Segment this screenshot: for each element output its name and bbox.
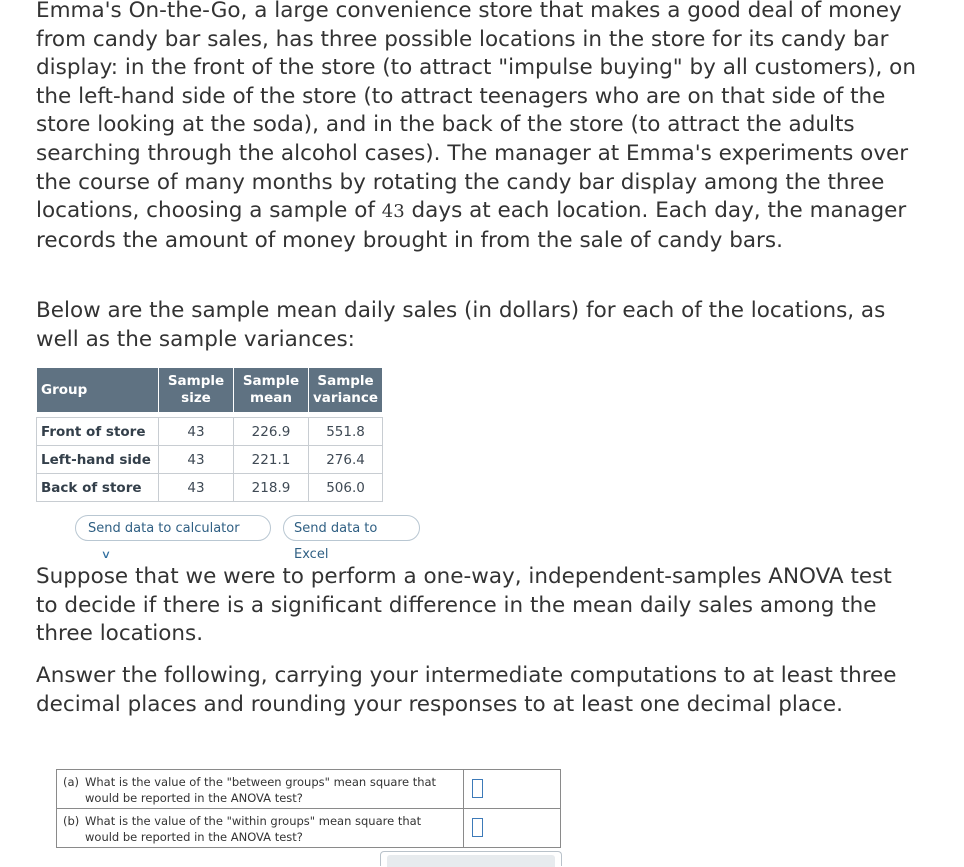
row-group: Front of store xyxy=(37,418,159,446)
calculator-button-label: Send data to calculator xyxy=(88,521,240,536)
question-b-line1: What is the value of the "within groups" mean square that xyxy=(85,814,422,828)
question-b-label: (b) xyxy=(63,814,80,828)
answer-a-input[interactable] xyxy=(472,779,483,798)
row-mean: 226.9 xyxy=(234,418,309,446)
problem-intro xyxy=(36,0,916,255)
table-row xyxy=(37,418,383,446)
intro-part1: Emma's On-the-Go, a large convenience store that makes a good deal of money from candy bar sales, has three possible locations in the store for its candy bar display: in the front of the store (to attract "impulse buying" by all customers), on the left-hand side of the store (to attract teenagers who are on that side of the store looking at the soda), and in the back of the store (to attract the adults searching through the alcohol cases). The manager at Emma's experiments over the course of many months by rotating the candy bar display among the three locations, choosing a sample of xyxy=(36,0,916,224)
suppose-text: Suppose that we were to perform a one-way, independent-samples ANOVA test to decide if there is a significant difference in the mean daily sales among the three locations. xyxy=(36,564,892,647)
row-mean: 221.1 xyxy=(234,446,309,474)
chevron-down-icon: ∨ xyxy=(100,548,112,561)
below-text: Below are the sample mean daily sales (in dollars) for each of the locations, as well as the sample variances: xyxy=(36,298,886,352)
header-sample-mean: Sample mean xyxy=(234,368,309,413)
table-row xyxy=(37,474,383,502)
table-header-row xyxy=(37,368,383,413)
send-to-excel-button[interactable] xyxy=(283,515,420,562)
send-to-calculator-button[interactable] xyxy=(75,515,271,561)
excel-button-label: Send data to Excel xyxy=(294,521,378,562)
answer-instructions: Answer the following, carrying your intermediate computations to at least three decimal places and rounding your responses to at least one decimal place. xyxy=(36,663,897,717)
bottom-tab[interactable] xyxy=(380,851,562,866)
answer-b-input[interactable] xyxy=(472,818,483,837)
row-size: 43 xyxy=(159,446,234,474)
header-group: Group xyxy=(37,368,159,413)
sample-days: 43 xyxy=(381,201,405,223)
table-row xyxy=(37,446,383,474)
row-group: Left-hand side xyxy=(37,446,159,474)
row-size: 43 xyxy=(159,474,234,502)
row-variance: 276.4 xyxy=(309,446,383,474)
sample-data-table xyxy=(36,367,383,502)
row-group: Back of store xyxy=(37,474,159,502)
intro-part2: days at each location. Each day, the manager records the amount of money brought in from the sale of candy bars. xyxy=(36,198,907,253)
row-variance: 506.0 xyxy=(309,474,383,502)
row-size: 43 xyxy=(159,418,234,446)
question-a-line2: would be reported in the ANOVA test? xyxy=(85,790,303,805)
questions-box xyxy=(56,769,561,848)
header-sample-size: Sample size xyxy=(159,368,234,413)
row-mean: 218.9 xyxy=(234,474,309,502)
question-a-label: (a) xyxy=(63,775,80,789)
question-a-line1: What is the value of the "between groups" mean square that xyxy=(85,775,437,789)
header-sample-variance: Sample variance xyxy=(309,368,383,413)
question-b xyxy=(57,809,560,847)
question-a xyxy=(57,770,560,809)
question-b-line2: would be reported in the ANOVA test? xyxy=(85,829,303,844)
row-variance: 551.8 xyxy=(309,418,383,446)
